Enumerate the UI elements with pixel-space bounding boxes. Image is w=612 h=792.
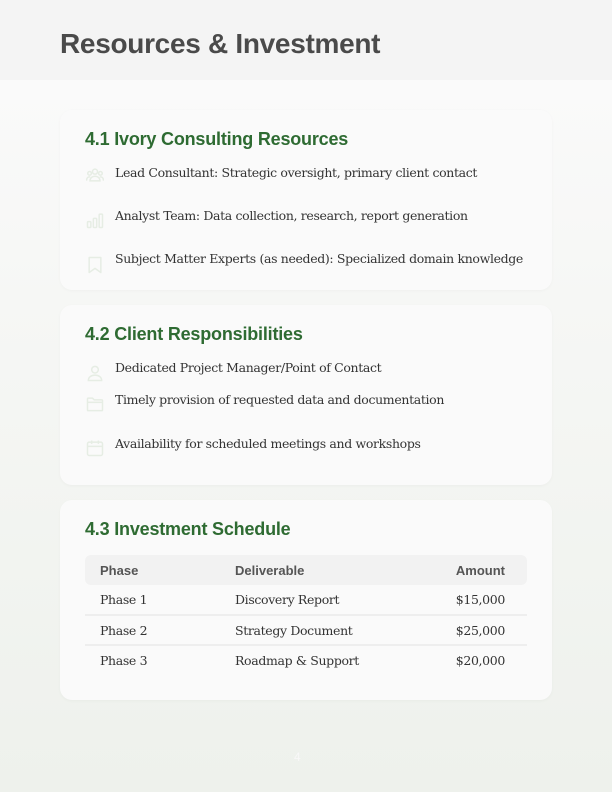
table-row xyxy=(85,645,527,675)
list-item xyxy=(85,208,532,228)
cell-amount: $15,000 xyxy=(455,592,505,607)
folder-icon xyxy=(85,394,105,414)
cell-amount: $25,000 xyxy=(400,615,527,645)
list-item xyxy=(85,360,532,380)
list-item xyxy=(85,165,532,185)
users-icon xyxy=(85,165,105,185)
list-item-text: Availability for scheduled meetings and workshops xyxy=(115,436,421,451)
column-header-amount: Amount xyxy=(455,562,505,578)
list-item-text: Analyst Team: Data collection, research, report generation xyxy=(115,208,468,223)
list-item-text: Timely provision of requested data and documentation xyxy=(115,392,445,407)
list-item-text: Dedicated Project Manager/Point of Contact xyxy=(115,360,382,375)
cell-deliverable: Discovery Report xyxy=(235,592,340,607)
page-number: 4 xyxy=(294,750,301,764)
cell-deliverable: Roadmap & Support xyxy=(220,645,400,675)
table-header-row xyxy=(85,555,527,585)
list-item xyxy=(85,436,532,456)
cell-phase: Phase 1 xyxy=(100,592,148,607)
cell-amount: $20,000 xyxy=(400,645,527,675)
list-item-text: Lead Consultant: Strategic oversight, primary client contact xyxy=(115,165,478,180)
table-row xyxy=(85,615,527,645)
column-header-phase: Phase xyxy=(100,562,139,578)
section-heading-resources: 4.1 Ivory Consulting Resources xyxy=(85,129,349,149)
bookmark-icon xyxy=(85,255,105,275)
calendar-icon xyxy=(85,438,105,458)
page-header xyxy=(0,0,612,80)
client-responsibilities-card xyxy=(60,305,552,485)
section-heading-client: 4.2 Client Responsibilities xyxy=(85,324,303,344)
cell-phase: Phase 2 xyxy=(85,615,220,645)
column-header-deliverable: Deliverable xyxy=(235,562,305,578)
table-row xyxy=(85,585,527,615)
investment-schedule-card xyxy=(60,500,552,700)
page-title: Resources & Investment xyxy=(60,28,381,59)
list-item xyxy=(85,251,532,271)
cell-phase: Phase 3 xyxy=(85,645,220,675)
list-item-text: Subject Matter Experts (as needed): Specialized domain knowledge xyxy=(115,251,523,266)
resources-card xyxy=(60,110,552,290)
bar-chart-icon xyxy=(85,210,105,230)
investment-table xyxy=(85,555,527,675)
user-icon xyxy=(85,363,105,383)
cell-deliverable: Strategy Document xyxy=(220,615,400,645)
list-item xyxy=(85,392,532,412)
section-heading-investment: 4.3 Investment Schedule xyxy=(85,519,291,539)
